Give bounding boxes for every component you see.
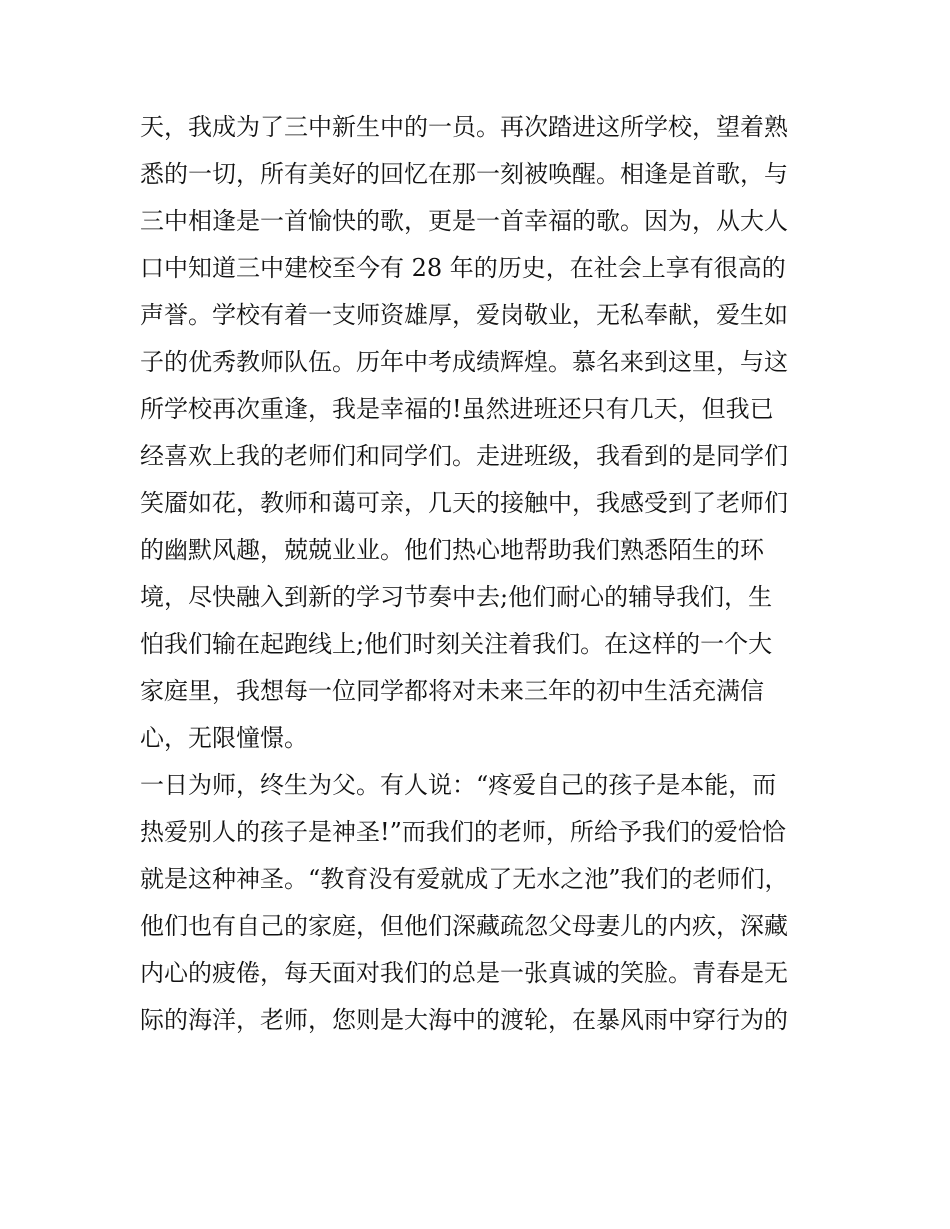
text-line: 声誉。学校有着一支师资雄厚，爱岗敬业，无私奉献，爱生如 [140, 301, 788, 329]
text-line: 的幽默风趣，兢兢业业。他们热心地帮助我们熟悉陌生的环 [140, 536, 764, 564]
text-line: 所学校再次重逢，我是幸福的!虽然进班还只有几天，但我已 [140, 395, 774, 423]
text-line: 心，无限憧憬。 [140, 724, 308, 752]
text-line: 三中相逢是一首愉快的歌，更是一首幸福的歌。因为，从大人 [140, 207, 788, 235]
text-line: 就是这种神圣。“教育没有爱就成了无水之池”我们的老师们， [140, 865, 789, 893]
body-text [140, 104, 820, 1044]
text-line: 他们也有自己的家庭，但他们深藏疏忽父母妻儿的内疚，深藏 [140, 912, 788, 940]
text-line: 境，尽快融入到新的学习节奏中去;他们耐心的辅导我们，生 [140, 583, 773, 611]
text-line: 热爱别人的孩子是神圣!”而我们的老师，所给予我们的爱恰恰 [140, 818, 786, 846]
text-line: 经喜欢上我的老师们和同学们。走进班级，我看到的是同学们 [140, 442, 788, 470]
text-line: 悉的一切，所有美好的回忆在那一刻被唤醒。相逢是首歌，与 [140, 160, 788, 188]
text-line: 际的海洋，老师，您则是大海中的渡轮，在暴风雨中穿行为的 [140, 1006, 788, 1034]
text-line: 子的优秀教师队伍。历年中考成绩辉煌。慕名来到这里，与这 [140, 348, 788, 376]
text-line: 天，我成为了三中新生中的一员。再次踏进这所学校，望着熟 [140, 113, 788, 141]
text-line: 口中知道三中建校至今有 28 年的历史，在社会上享有很高的 [140, 254, 786, 282]
text-line: 笑靥如花，教师和蔼可亲，几天的接触中，我感受到了老师们 [140, 489, 788, 517]
text-line: 内心的疲倦，每天面对我们的总是一张真诚的笑脸。青春是无 [140, 959, 788, 987]
text-line: 家庭里，我想每一位同学都将对未来三年的初中生活充满信 [140, 677, 764, 705]
text-line: 一日为师，终生为父。有人说：“疼爱自己的孩子是本能，而 [140, 771, 777, 799]
text-line: 怕我们输在起跑线上;他们时刻关注着我们。在这样的一个大 [140, 630, 773, 658]
